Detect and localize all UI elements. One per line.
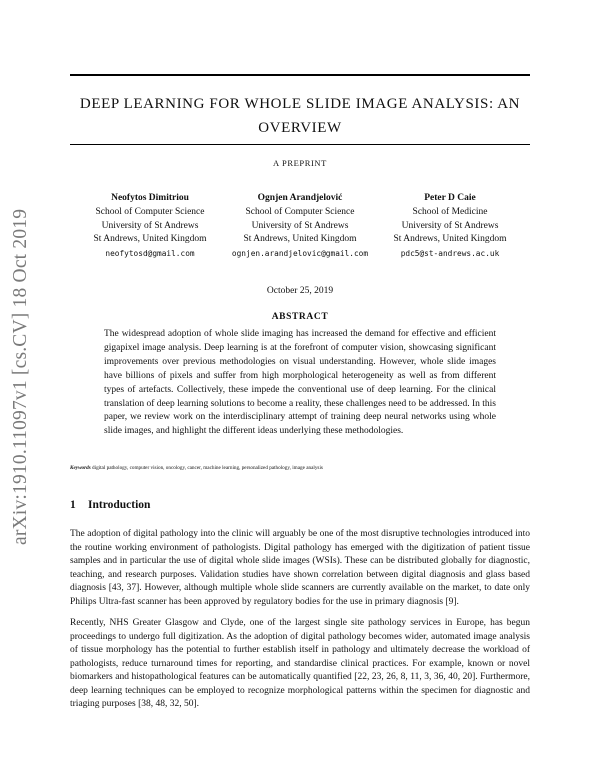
intro-paragraph: The adoption of digital pathology into the clinic will arguably be one of the most disruptive technologies introduced into the routine working environment of pathologists. Digital pathology has emerged with the digitization of patient tissue samples and in particular the use of digital whole slide images (WSIs). These can be distributed globally for diagnostic, teaching, and research purposes. Validation studies have shown correlation between digital diagnosis and glass based diagnosis [43, 37]. However, although multiple whole slide scanners are currently available on the market, to date only Philips Ultra-fast scanner has been approved by regulatory bodies for the use in primary diagnosis [9]. xyxy=(70,529,530,607)
author-name: Ognjen Arandjelović xyxy=(257,193,343,203)
author-email[interactable]: ognjen.arandjelovic@gmail.com xyxy=(231,249,369,259)
author-card xyxy=(220,192,380,261)
paper-title: DEEP LEARNING FOR WHOLE SLIDE IMAGE ANALYSIS: AN OVERVIEW xyxy=(79,96,521,136)
author-department: School of Computer Science xyxy=(245,206,355,217)
author-institution: University of St Andrews xyxy=(401,220,499,231)
preprint-label: A PREPRINT xyxy=(273,158,327,168)
keywords-label: Keywords xyxy=(70,465,91,471)
arxiv-identifier: arXiv:1910.11097v1 [cs.CV] 18 Oct 2019 xyxy=(10,208,31,545)
abstract-heading: ABSTRACT xyxy=(271,312,329,322)
publication-date: October 25, 2019 xyxy=(266,286,334,296)
author-name: Peter D Caie xyxy=(424,193,476,203)
section-heading xyxy=(70,499,150,511)
section-number: 1 xyxy=(70,499,76,511)
intro-paragraph: Recently, NHS Greater Glasgow and Clyde, one of the largest single site pathology services in Europe, has begun proceedings to undergo full digitization. As the adoption of digital pathology becomes wider, automated image analysis of tissue morphology has the potential to further establish itself in pathology and ultimately decrease the workload of pathologists, reduce turnaround times for reporting, and standardise clinical practices. For example, known or novel biomarkers and histopathological features can be automatically quantified [22, 23, 26, 8, 11, 3, 36, 40, 20]. Furthermore, deep learning techniques can be employed to recognize morphological patterns within the specimen for diagnostic and triaging purposes [38, 48, 32, 50]. xyxy=(70,618,530,709)
author-institution: University of St Andrews xyxy=(251,220,349,231)
keywords-line xyxy=(70,465,530,472)
author-department: School of Computer Science xyxy=(95,206,205,217)
author-name: Neofytos Dimitriou xyxy=(111,193,189,203)
author-location: St Andrews, United Kingdom xyxy=(393,234,507,245)
title-bottom-rule xyxy=(70,144,530,145)
author-location: St Andrews, United Kingdom xyxy=(93,234,207,245)
keywords-list: digital pathology, computer vision, oncology, cancer, machine learning, personalized pathology, image analysis xyxy=(92,465,323,471)
title-top-rule xyxy=(70,74,530,76)
abstract-text: The widespread adoption of whole slide imaging has increased the demand for effective and efficient gigapixel image analysis. Deep learning is at the forefront of computer vision, showcasing significant improvements over previous methodologies on visual understanding. However, whole slide images have billions of pixels and suffer from high morphological heterogeneity as well as from different types of artefacts. Collectively, these impede the conventional use of deep learning. For the clinical translation of deep learning solutions to become a reality, these challenges need to be addressed. In this paper, we review work on the interdisciplinary attempt of training deep neural networks using whole slide images, and highlight the different ideas underlying these methodologies. xyxy=(104,329,496,437)
author-card xyxy=(370,192,530,261)
author-department: School of Medicine xyxy=(412,206,488,217)
author-card xyxy=(70,192,230,261)
author-institution: University of St Andrews xyxy=(101,220,199,231)
author-location: St Andrews, United Kingdom xyxy=(243,234,357,245)
section-title: Introduction xyxy=(88,499,151,511)
author-email[interactable]: neofytosd@gmail.com xyxy=(105,249,195,259)
author-email[interactable]: pdc5@st-andrews.ac.uk xyxy=(400,249,500,259)
